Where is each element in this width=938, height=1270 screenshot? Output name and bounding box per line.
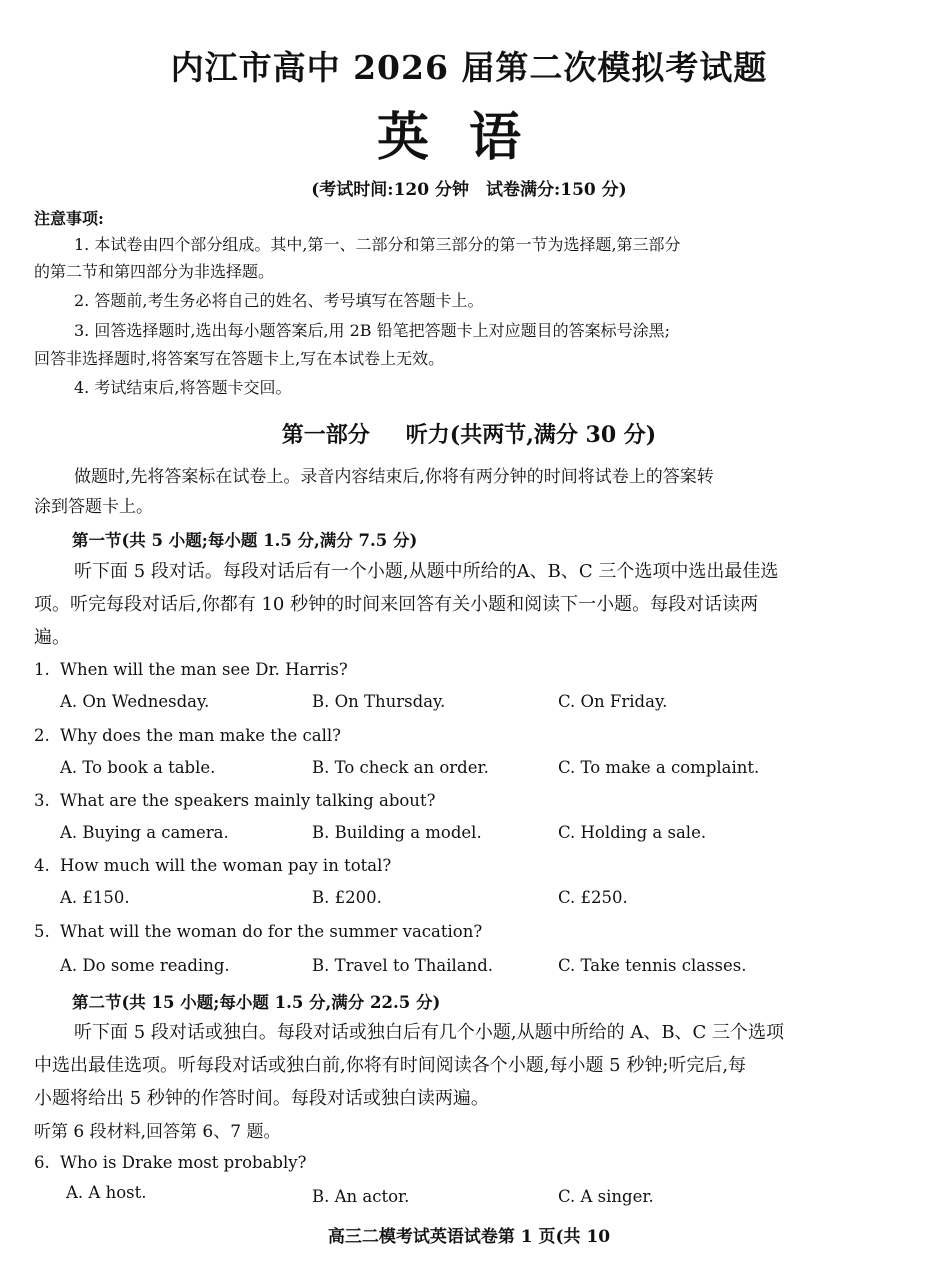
notice-item-3a: 3. 回答选择题时,选出每小题答案后,用 2B 铅笔把答题卡上对应题目的答案标号涂黑; [74, 321, 671, 340]
q1-option-c: C. On Friday. [558, 692, 668, 711]
notice-heading: 注意事项: [34, 209, 104, 228]
section2-instr-c: 小题将给出 5 秒钟的作答时间。每段对话或独白读两遍。 [34, 1088, 489, 1109]
exam-time-info: (考试时间:120 分钟 试卷满分:150 分) [311, 180, 627, 200]
q6-option-a: A. A host. [66, 1183, 147, 1202]
question-1: 1. When will the man see Dr. Harris? [34, 660, 348, 679]
part1-label: 第一部分 [281, 422, 370, 448]
notice-item-1b: 的第二节和第四部分为非选择题。 [34, 262, 275, 281]
notice-item-3b: 回答非选择题时,将答案写在答题卡上,写在本试卷上无效。 [34, 349, 445, 368]
section1-heading: 第一节(共 5 小题;每小题 1.5 分,满分 7.5 分) [72, 531, 418, 550]
part1-title: 听力(共两节,满分 30 分) [405, 422, 657, 448]
question-6: 6. Who is Drake most probably? [34, 1153, 307, 1172]
notice-item-4: 4. 考试结束后,将答题卡交回。 [74, 378, 292, 397]
q2-option-a: A. To book a table. [60, 758, 216, 777]
q1-option-b: B. On Thursday. [312, 692, 446, 711]
section2-instr-a: 听下面 5 段对话或独白。每段对话或独白后有几个小题,从题中所给的 A、B、C 三个选项 [74, 1022, 785, 1043]
q3-option-a: A. Buying a camera. [60, 823, 229, 842]
q6-option-b: B. An actor. [312, 1187, 410, 1206]
q1-option-a: A. On Wednesday. [60, 692, 210, 711]
q6-option-c: C. A singer. [558, 1187, 654, 1206]
q2-option-b: B. To check an order. [312, 758, 489, 777]
notice-item-2: 2. 答题前,考生务必将自己的姓名、考号填写在答题卡上。 [74, 291, 484, 310]
section1-instr-a: 听下面 5 段对话。每段对话后有一个小题,从题中所给的A、B、C 三个选项中选出最佳选 [74, 561, 779, 582]
q5-option-b: B. Travel to Thailand. [312, 956, 494, 975]
exam-title: 内江市高中 2026 届第二次模拟考试题 [170, 48, 768, 87]
section2-instr-b: 中选出最佳选项。听每段对话或独白前,你将有时间阅读各个小题,每小题 5 秒钟;听完后,每 [34, 1055, 747, 1076]
notice-item-1a: 1. 本试卷由四个部分组成。其中,第一、二部分和第三部分的第一节为选择题,第三部分 [74, 235, 681, 254]
page-footer: 高三二模考试英语试卷第 1 页(共 10 [327, 1227, 611, 1247]
part1-heading [0, 418, 938, 449]
q5-option-c: C. Take tennis classes. [558, 956, 747, 975]
q4-option-a: A. £150. [60, 888, 130, 907]
section2-heading: 第二节(共 15 小题;每小题 1.5 分,满分 22.5 分) [72, 993, 441, 1012]
section1-instr-b: 项。听完每段对话后,你都有 10 秒钟的时间来回答有关小题和阅读下一小题。每段对话读两 [34, 594, 759, 615]
question-3: 3. What are the speakers mainly talking about? [34, 791, 436, 810]
question-4: 4. How much will the woman pay in total? [34, 856, 392, 875]
q3-option-b: B. Building a model. [312, 823, 482, 842]
q3-option-c: C. Holding a sale. [558, 823, 707, 842]
subject-title: 英语 [376, 107, 561, 168]
question-2: 2. Why does the man make the call? [34, 726, 341, 745]
section2-material: 听第 6 段材料,回答第 6、7 题。 [34, 1122, 281, 1142]
q4-option-c: C. £250. [558, 888, 628, 907]
q2-option-c: C. To make a complaint. [558, 758, 760, 777]
section1-instr-c: 遍。 [34, 627, 70, 648]
q5-option-a: A. Do some reading. [60, 956, 230, 975]
part1-intro-a: 做题时,先将答案标在试卷上。录音内容结束后,你将有两分钟的时间将试卷上的答案转 [74, 467, 714, 487]
q4-option-b: B. £200. [312, 888, 382, 907]
part1-intro-b: 涂到答题卡上。 [34, 497, 153, 517]
question-5: 5. What will the woman do for the summer vacation? [34, 922, 483, 941]
